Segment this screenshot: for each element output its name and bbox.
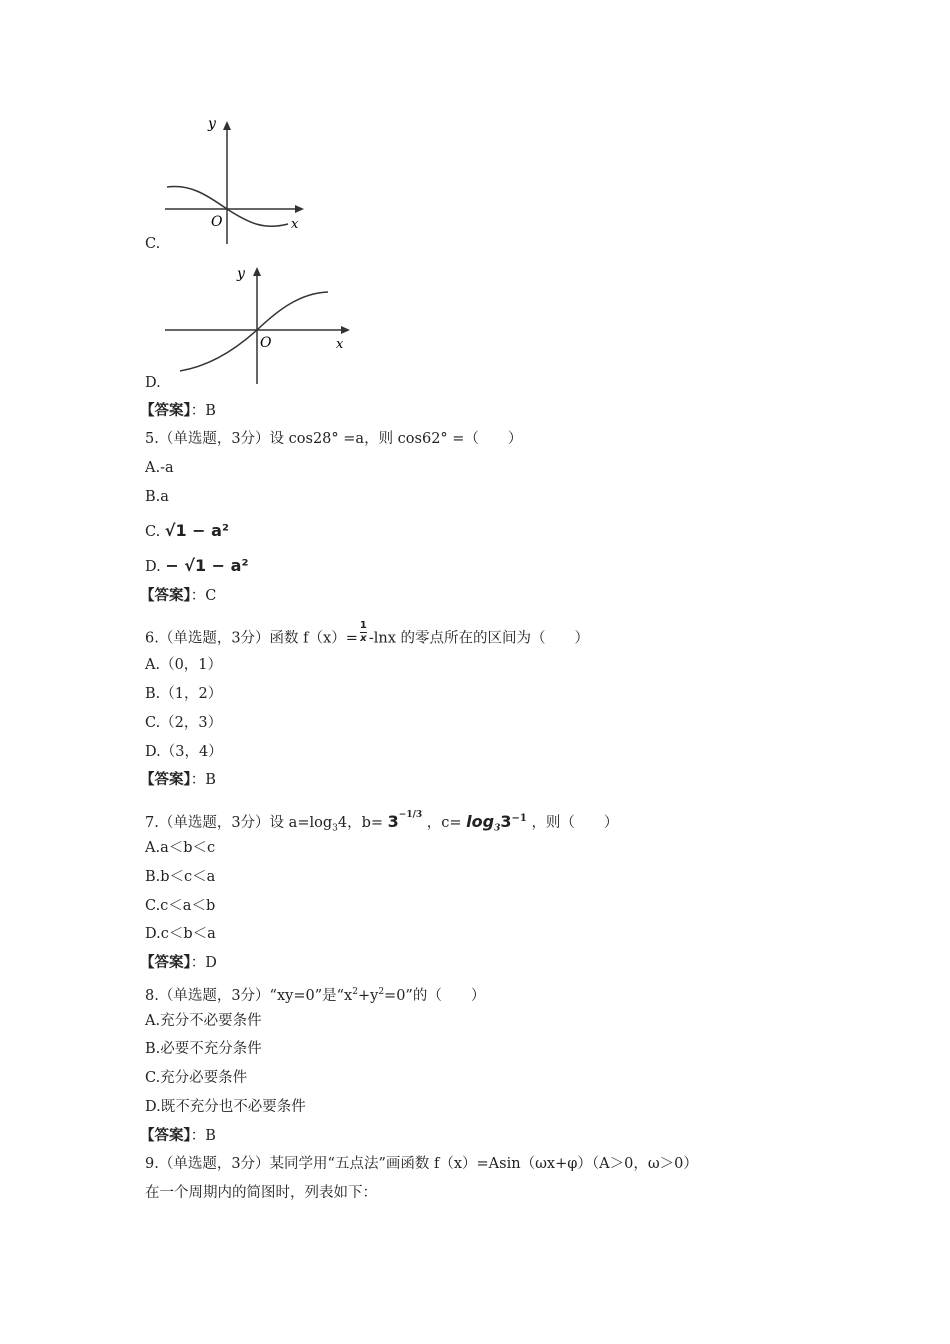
q7-c-log: log bbox=[466, 811, 495, 831]
graph-c-y-label: y bbox=[208, 116, 216, 132]
q8-sup2: 2 bbox=[378, 987, 385, 997]
q5-option-c bbox=[145, 521, 229, 542]
q5-option-c-label: C. bbox=[145, 524, 161, 540]
q5-answer bbox=[140, 586, 216, 606]
q6-stem-post: -lnx 的零点所在的区间为（ ） bbox=[368, 630, 590, 647]
q6-option-c: C.（2，3） bbox=[145, 715, 223, 731]
q8-option-d: D.既不充分也不必要条件 bbox=[145, 1099, 306, 1115]
q4-option-c-label: C. bbox=[145, 236, 161, 252]
q5-option-d bbox=[145, 556, 248, 577]
q8-option-a: A.充分不必要条件 bbox=[145, 1013, 262, 1029]
q6-stem bbox=[145, 620, 590, 651]
answer-value: ：B bbox=[190, 1128, 216, 1144]
answer-value: ：B bbox=[190, 772, 216, 788]
q6-fraction bbox=[360, 620, 367, 645]
graph-d-x-label: x bbox=[336, 337, 344, 352]
graph-d-origin-label: O bbox=[260, 335, 272, 351]
q9-stem-line2: 在一个周期内的简图时，列表如下： bbox=[145, 1185, 377, 1201]
q7-option-b: B.b＜c＜a bbox=[145, 869, 216, 885]
q6-stem-pre: 6.（单选题，3分）函数 f（x）= bbox=[145, 630, 358, 647]
answer-tag: 【答案】 bbox=[140, 402, 191, 419]
q7-b-base: 3 bbox=[387, 811, 399, 831]
answer-value: ：C bbox=[190, 588, 217, 604]
q7-c-tail: 3 bbox=[500, 811, 512, 831]
answer-value: ：B bbox=[190, 403, 216, 419]
q8-stem bbox=[145, 982, 485, 1006]
q5-option-a: A.-a bbox=[145, 460, 174, 476]
q5-stem: 5.（单选题，3分）设 cos28° =a，则 cos62° =（ ） bbox=[145, 431, 523, 447]
q8-sup1: 2 bbox=[352, 987, 358, 997]
q5-option-d-label: D. bbox=[145, 559, 161, 575]
q8-stem-post: =0”的（ ） bbox=[384, 987, 486, 1004]
answer-tag: 【答案】 bbox=[140, 954, 191, 971]
q9-stem-line1: 9.（单选题，3分）某同学用“五点法”画函数 f（x）=Asin（ωx+φ）（A＞0，ω＞0） bbox=[145, 1156, 698, 1172]
q5-option-d-math: − √1 − a² bbox=[165, 556, 249, 575]
q8-option-b: B.必要不充分条件 bbox=[145, 1041, 262, 1057]
graph-c-origin-label: O bbox=[211, 214, 223, 230]
graph-c-x-label: x bbox=[291, 217, 299, 232]
q7-option-d: D.c＜b＜a bbox=[145, 926, 216, 942]
graph-option-d bbox=[160, 258, 360, 388]
graph-option-c bbox=[160, 112, 310, 247]
q8-answer bbox=[140, 1126, 216, 1146]
q5-option-b: B.a bbox=[145, 489, 169, 505]
answer-value: ：D bbox=[190, 955, 217, 971]
q6-option-a: A.（0，1） bbox=[145, 657, 223, 673]
q7-c-sub: 3 bbox=[494, 823, 501, 834]
q7-stem-post: ，则（ ） bbox=[531, 814, 619, 831]
q7-option-a: A.a＜b＜c bbox=[145, 840, 216, 856]
q7-b-exp: −1/3 bbox=[398, 810, 423, 820]
q8-stem-pre: 8.（单选题，3分）“xy=0”是“x bbox=[145, 987, 353, 1004]
q7-option-c: C.c＜a＜b bbox=[145, 898, 216, 914]
q6-answer bbox=[140, 770, 216, 790]
q6-option-b: B.（1，2） bbox=[145, 686, 223, 702]
q8-option-c: C.充分必要条件 bbox=[145, 1070, 248, 1086]
answer-tag: 【答案】 bbox=[140, 771, 191, 788]
q6-frac-num: 1 bbox=[359, 620, 367, 631]
q6-frac-den: x bbox=[360, 633, 367, 644]
q8-stem-mid: +y bbox=[357, 987, 379, 1004]
q6-option-d: D.（3，4） bbox=[145, 744, 223, 760]
q7-stem bbox=[145, 809, 618, 839]
q7-stem-mid: 4，b= bbox=[337, 814, 384, 831]
q7-c-exp: −1 bbox=[511, 813, 527, 824]
q5-option-c-math: √1 − a² bbox=[164, 521, 229, 540]
q7-answer bbox=[140, 953, 217, 973]
graph-d-y-label: y bbox=[237, 266, 245, 282]
answer-tag: 【答案】 bbox=[140, 587, 191, 604]
q7-stem-mid2: ，c= bbox=[426, 814, 462, 831]
q4-answer bbox=[140, 401, 216, 421]
q4-option-d-label: D. bbox=[145, 375, 161, 391]
answer-tag: 【答案】 bbox=[140, 1127, 191, 1144]
q7-log-base: 3 bbox=[332, 823, 338, 834]
q7-stem-pre: 7.（单选题，3分）设 a=log bbox=[145, 814, 333, 831]
